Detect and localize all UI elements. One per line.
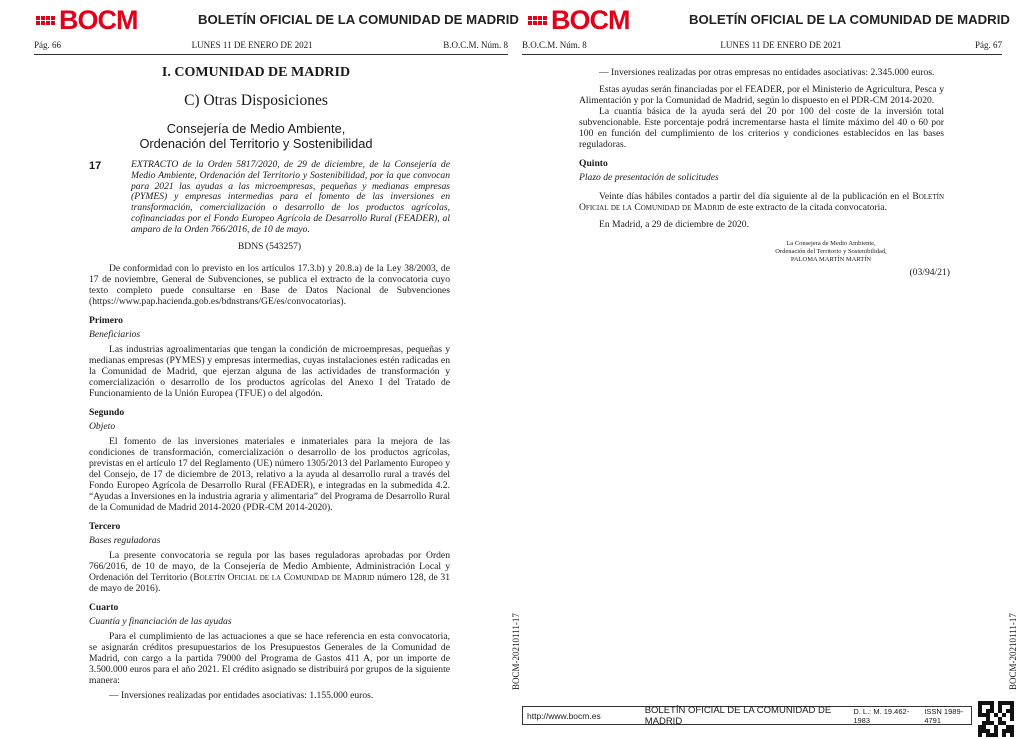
list-item-asociativas: — Inversiones realizadas por entidades asociativas: 1.155.000 euros.	[109, 690, 374, 701]
page-number: Pág. 67	[975, 40, 1002, 50]
bdns-reference: BDNS (543257)	[237, 241, 302, 252]
intro-paragraph: De conformidad con lo previsto en los artículos 17.3.b) y 20.8.a) de la Ley 38/2003, de 17 de noviembre, General de Subvenciones, se publica el extracto de la convocatoria cuyo texto completo puede consultarse en Base de Datos Nacional de Subvenciones (https://www.pap.hacienda.gob.es/bdnstrans/GE/es/convocatorias).	[89, 263, 450, 307]
abstract: EXTRACTO de la Orden 5817/2020, de 29 de diciembre, de la Consejería de Medio Ambiente, Ordenación del Territorio y Sostenibilidad, por la que convocan para 2021 las ayudas a las microempresas, pequeñas y medianas empresas (PYMES) y empresas intermedias para el fomento de las inversiones en transformación, comercialización o desarrollo de los productos agrícolas, cofinanciadas por el Fondo Europeo Agrícola de Desarrollo Rural (FEADER), al amparo de la Orden 766/2016, de 10 de mayo.	[131, 159, 450, 235]
paragraph-quinto: Veinte días hábiles contados a partir del día siguiente al de la publicación en el Boletín Oficial de la Comunidad de Madrid de este extracto de la citada convocatoria.	[579, 191, 944, 213]
heading-tercero: Tercero	[89, 521, 121, 532]
paragraph-tercero: La presente convocatoria se regula por las bases reguladoras aprobadas por Orden 766/2016, de 10 de mayo, de la Consejería de Medio Ambiente, Administración Local y Ordenación del Territorio (Boletín Oficial de la Comunidad de Madrid número 128, de 31 de mayo de 2016).	[89, 550, 450, 594]
issue-number: B.O.C.M. Núm. 8	[443, 40, 508, 50]
header-title-right: BOLETÍN OFICIAL DE LA COMUNIDAD DE MADRID	[689, 12, 1010, 27]
footer-url-link[interactable]: http://www.bocm.es	[527, 710, 601, 721]
madrid-stars-icon	[528, 16, 547, 25]
signature-block	[720, 240, 942, 264]
side-code-right: BOCM-20210111-17	[1008, 613, 1018, 690]
signature-department: Ordenación del Territorio y Sostenibilidad,	[775, 248, 887, 255]
section-title: I. COMUNIDAD DE MADRID	[161, 65, 351, 80]
footer-bar	[522, 706, 972, 725]
bocm-logo	[36, 7, 138, 34]
footer-issn: ISSN 1989-4791	[924, 706, 964, 725]
issue-date: LUNES 11 DE ENERO DE 2021	[191, 40, 313, 50]
header-title: BOLETÍN OFICIAL DE LA COMUNIDAD DE MADRID	[198, 12, 519, 27]
heading-segundo: Segundo	[89, 407, 125, 418]
paragraph-financiacion: Estas ayudas serán financiadas por el FEADER, por el Ministerio de Agricultura, Pesca y Alimentación y por la Comunidad de Madrid, según lo dispuesto en el PDR-CM 2014-2020.	[579, 84, 944, 106]
page-number: Pág. 66	[34, 40, 61, 50]
qr-code-icon	[978, 701, 1014, 737]
bocm-logo-right	[528, 7, 630, 34]
subheading-cuantia: Cuantía y financiación de las ayudas	[89, 616, 232, 627]
paragraph-primero: Las industrias agroalimentarias que tengan la condición de microempresas, pequeñas y medianas empresas (PYMES) y empresas intermedias, cuyas instalaciones estén radicadas en la Comunidad de Madrid, que ejerzan alguna de las actividades de transformación y comercialización o desarrollo de los productos agrícolas del Anexo I del Tratado de Funcionamiento de la Unión Europea (TFUE) o del algodón.	[89, 344, 450, 399]
subheading-objeto: Objeto	[89, 421, 116, 432]
running-header	[34, 40, 508, 55]
body-right	[579, 67, 944, 230]
heading-cuarto: Cuarto	[89, 602, 119, 613]
heading-quinto: Quinto	[579, 158, 608, 169]
document-number: 17	[89, 160, 102, 172]
place-date: En Madrid, a 29 de diciembre de 2020.	[599, 219, 749, 230]
paragraph-cuarto: Para el cumplimiento de las actuaciones a que se hace referencia en esta convocatoria, se asignarán créditos presupuestarios de los Presupuestos Generales de la Comunidad de Madrid, con cargo a la partida 79000 del Programa de Gastos 411 A, por un importe de 3.500.000 euros para el año 2021. El crédito asignado se distribuirá por grupos de la siguiente manera:	[89, 631, 450, 686]
signature-name: PALOMA MARTÍN MARTÍN	[790, 256, 872, 263]
subsection-title: C) Otras Disposiciones	[184, 92, 328, 109]
footer-legal-deposit: D. L.: M. 19.462-1983	[853, 706, 910, 725]
logo-text: BOCM	[59, 5, 138, 35]
logo-text: BOCM	[551, 5, 630, 35]
madrid-stars-icon	[36, 16, 55, 25]
signature-role: La Consejera de Medio Ambiente,	[786, 240, 876, 247]
list-item-otras-empresas: — Inversiones realizadas por otras empresas no entidades asociativas: 2.345.000 euros.	[599, 67, 935, 78]
document-reference: (03/94/21)	[909, 267, 950, 278]
paragraph-cuantia-basica: La cuantía básica de la ayuda será del 20 por 100 del coste de la inversión total subvencionable. Este porcentaje podrá incrementarse hasta el límite máximo del 40 o 60 por 100 en función del cumplimiento de los criterios y condiciones establecidos en las bases reguladoras.	[579, 106, 944, 150]
subheading-beneficiarios: Beneficiarios	[89, 329, 141, 340]
subheading-plazo: Plazo de presentación de solicitudes	[579, 172, 719, 183]
body-left	[89, 241, 450, 701]
subheading-bases: Bases reguladoras	[89, 535, 161, 546]
side-code-left: BOCM-20210111-17	[511, 613, 521, 690]
department-title: Consejería de Medio Ambiente, Ordenación del Territorio y Sostenibilidad	[139, 121, 373, 151]
issue-number: B.O.C.M. Núm. 8	[522, 40, 587, 50]
issue-date: LUNES 11 DE ENERO DE 2021	[720, 40, 842, 50]
paragraph-segundo: El fomento de las inversiones materiales e inmateriales para la mejora de las condiciones de transformación, comercialización o desarrollo de los productos agrícolas, previstas en el artículo 17 del Reglamento (UE) número 1305/2013 del Parlamento Europeo y del Consejo, de 17 de diciembre de 2013, relativo a la ayuda al desarrollo rural a través del Fondo Europeo Agrícola de Desarrollo Rural (FEADER), e integradas en la submedida 4.2. “Ayudas a Inversiones en la industria agraria y alimentaria” del Programa de Desarrollo Rural de la Comunidad de Madrid 2014-2020 (PDR-CM 2014-2020).	[89, 436, 450, 513]
right-page	[512, 0, 1024, 739]
footer-title: BOLETÍN OFICIAL DE LA COMUNIDAD DE MADRID	[644, 704, 832, 727]
heading-primero: Primero	[89, 315, 123, 326]
running-header-right	[522, 40, 1002, 55]
